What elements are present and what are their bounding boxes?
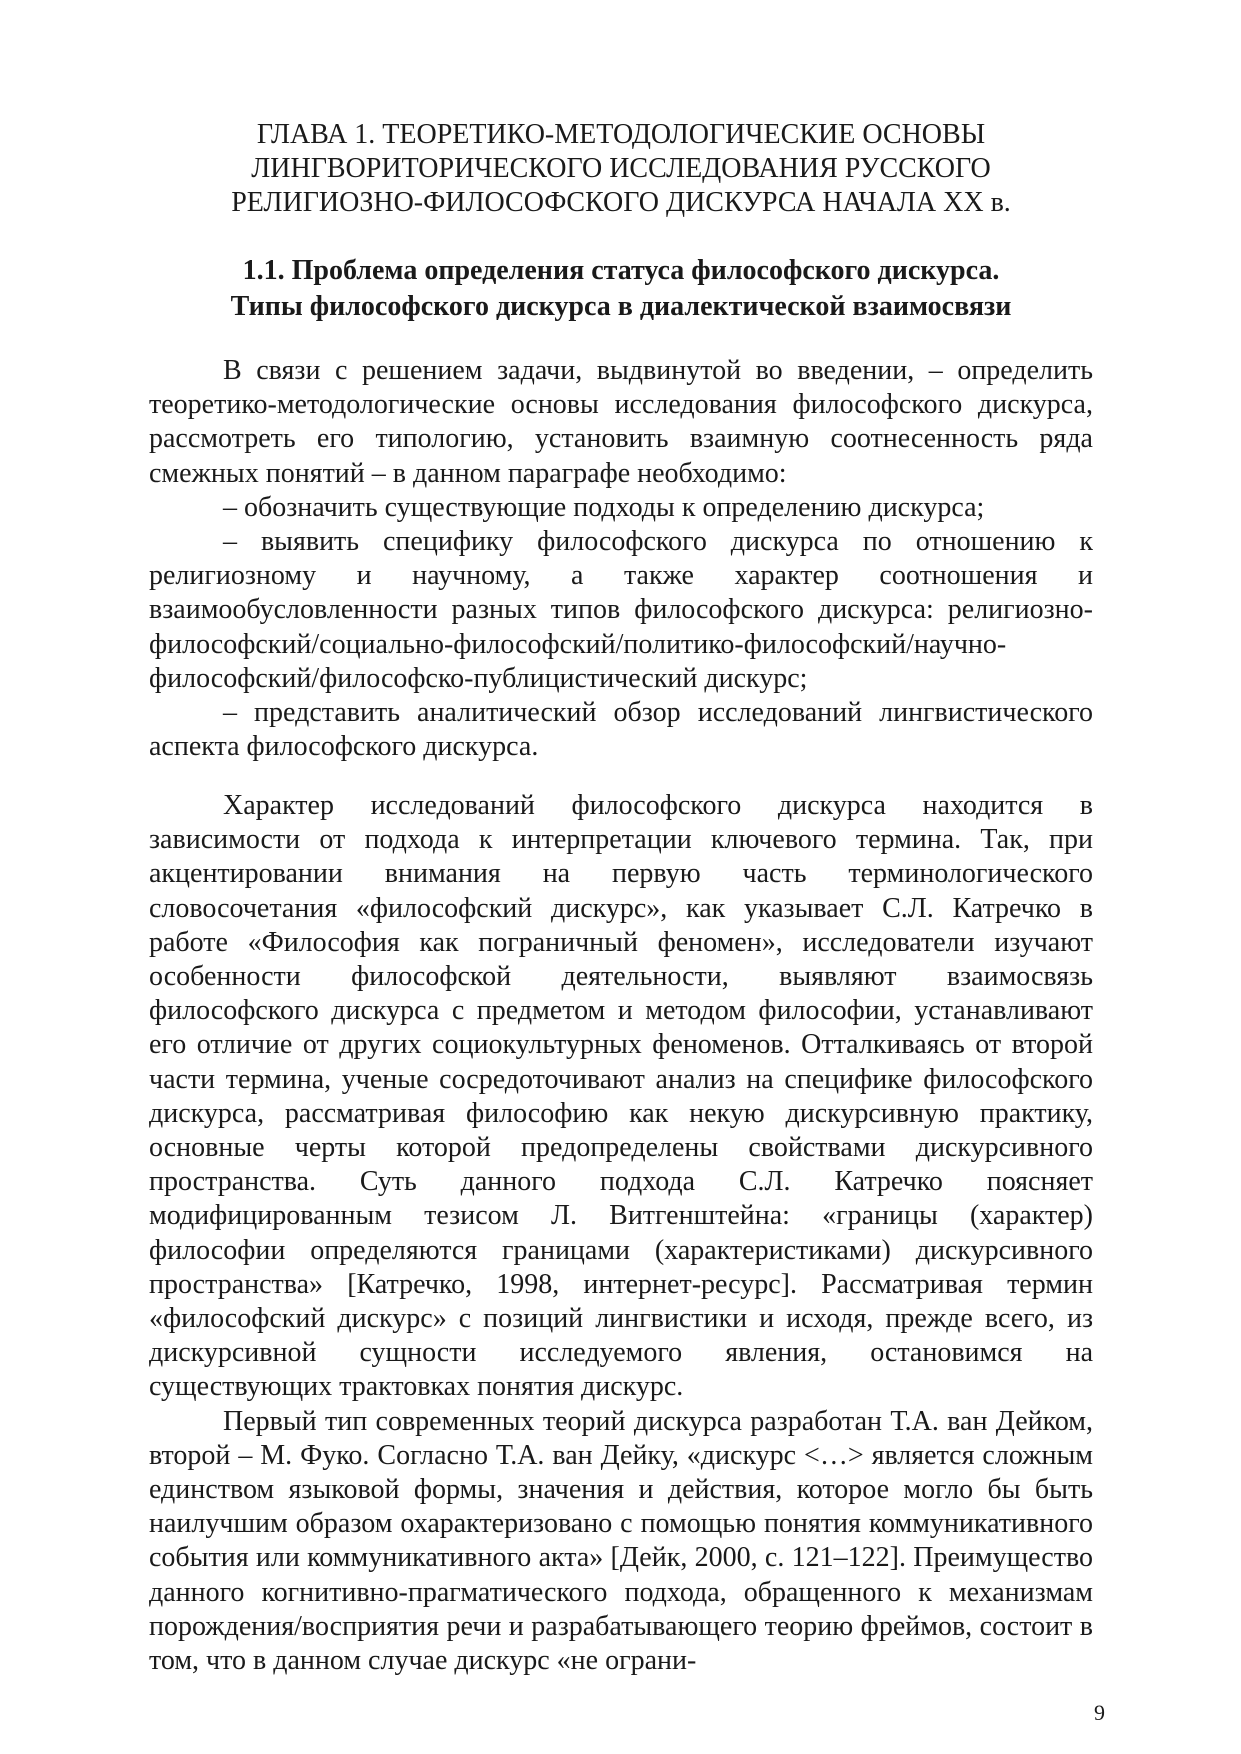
main-text-block xyxy=(149,789,1093,1678)
chapter-title-line: РЕЛИГИОЗНО-ФИЛОСОФСКОГО ДИСКУРСА НАЧАЛА XX в. xyxy=(231,187,1011,218)
task-list-item: – представить аналитический обзор исследований лингвистического аспекта философского дискурса. xyxy=(149,697,1093,763)
intro-block xyxy=(149,354,1093,764)
body-paragraph: Характер исследований философского дискурса находится в зависимости от подхода к интерпретации ключевого термина. Так, при акцентировании внимания на первую часть терминологического словосочетания «философский дискурс», как указывает С.Л. Катречко в работе «Философия как пограничный феномен», исследователи изучают особенности философской деятельности, выявляют взаимосвязь философского дискурса с предметом и методом философии, устанавливают его отличие от других социокультурных феноменов. Отталкиваясь от второй части термина, ученые сосредоточивают анализ на специфике философского дискурса, рассматривая философию как некую дискурсивную практику, основные черты которой предопределены свойствами дискурсивного пространства. Суть данного подхода С.Л. Катречко поясняет модифицированным тезисом Л. Витгенштейна: «границы (характер) философии определяются границами (характеристиками) дискурсивного пространства» [Катречко, 1998, интернет-ресурс]. Рассматривая термин «философский дискурс» с позиций лингвистики и исходя, прежде всего, из дискурсивной сущности исследуемого явления, остановимся на существующих трактовках понятия дискурс. xyxy=(149,790,1093,1403)
section-title-line: 1.1. Проблема определения статуса философского дискурса. xyxy=(242,255,1000,286)
document-page xyxy=(149,0,1105,1754)
section-title xyxy=(149,253,1093,325)
intro-paragraph: В связи с решением задачи, выдвинутой во введении, – определить теоретико-методологические основы исследования философского дискурса, рассмотреть его типологию, установить взаимную соотнесенность ряда смежных понятий – в данном параграфе необходимо: xyxy=(149,355,1093,489)
task-list-item: – выявить специфику философского дискурса по отношению к религиозному и научному, а также характер соотношения и взаимообусловленности разных типов философского дискурса: религиозно-философский/социально-философский/политико-философский/научно-философский/философско-публицистический дискурс; xyxy=(149,526,1093,694)
task-list-item: – обозначить существующие подходы к определению дискурса; xyxy=(223,491,985,523)
chapter-title-line: ЛИНГВОРИТОРИЧЕСКОГО ИССЛЕДОВАНИЯ РУССКОГО xyxy=(251,153,991,184)
chapter-title xyxy=(149,118,1093,220)
chapter-title-line: ГЛАВА 1. ТЕОРЕТИКО-МЕТОДОЛОГИЧЕСКИЕ ОСНОВЫ xyxy=(256,119,986,150)
body-paragraph: Первый тип современных теорий дискурса разработан Т.А. ван Дейком, второй – М. Фуко. Согласно Т.А. ван Дейку, «дискурс <…> является сложным единством языковой формы, значения и действия, которое могло бы быть наилучшим образом охарактеризовано с помощью понятия коммуникативного события или коммуникативного акта» [Дейк, 2000, с. 121–122]. Преимущество данного когнитивно-прагматического подхода, обращенного к механизмам порождения/восприятия речи и разрабатывающего теорию фреймов, состоит в том, что в данном случае дискурс «не ограни- xyxy=(149,1405,1093,1677)
section-title-line: Типы философского дискурса в диалектической взаимосвязи xyxy=(230,291,1012,322)
page-number: 9 xyxy=(1094,1700,1105,1725)
